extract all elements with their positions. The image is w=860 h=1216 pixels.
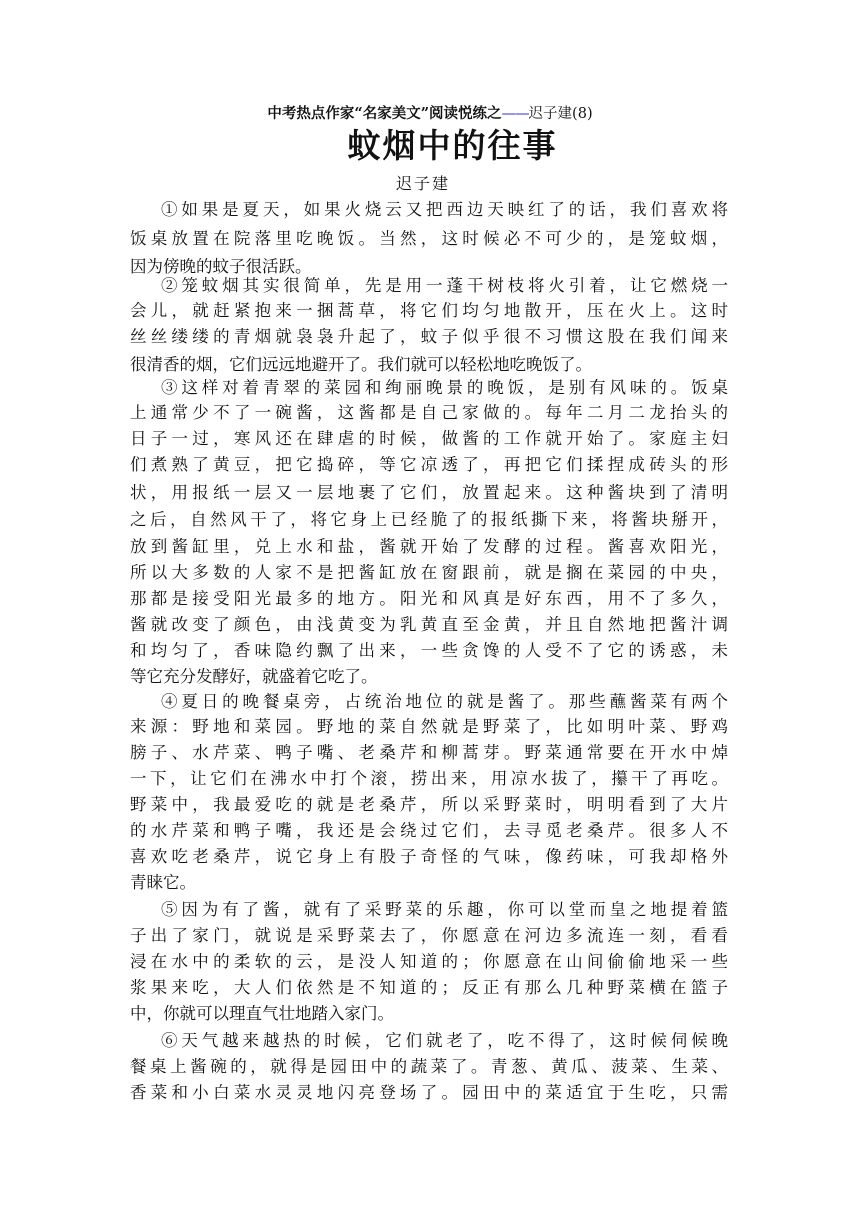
body-line: ①如果是夏天，如果火烧云又把西边天映红了的话，我们喜欢将 [161, 200, 728, 219]
body-line: 的水芹菜和鸭子嘴，我还是会绕过它们，去寻觅老桑芹。很多人不 [130, 821, 728, 840]
body-line: 放到酱缸里，兑上水和盐，酱就开始了发酵的过程。酱喜欢阳光， [130, 537, 728, 556]
body-line: 等它充分发酵好，就盛着它吃了。 [130, 667, 378, 686]
body-line: ⑥天气越来越热的时候，它们就老了，吃不得了，这时候伺候晚 [161, 1031, 728, 1050]
body-line: 很清香的烟，它们远远地避开了。我们就可以轻松地吃晚饭了。 [130, 355, 592, 374]
body-line: 浆果来吃，大人们依然是不知道的；反正有那么几种野菜横在篮子 [130, 978, 728, 997]
body-line: 中，你就可以理直气壮地踏入家门。 [130, 1004, 394, 1023]
body-line: 浸在水中的柔软的云，是没人知道的；你愿意在山间偷偷地采一些 [130, 952, 728, 971]
body-line: 之后，自然风干了，将它身上已经脆了的报纸撕下来，将酱块掰开， [130, 510, 728, 529]
body-line: 会儿，就赶紧抱来一捆蒿草，将它们均匀地散开，压在火上。这时 [130, 301, 728, 320]
body-line: 因为傍晚的蚊子很活跃。 [130, 257, 312, 276]
body-line: 那都是接受阳光最多的地方。阳光和风真是好东西，用不了多久， [130, 589, 728, 608]
body-line: 饭桌放置在院落里吃晚饭。当然，这时候必不可少的，是笼蚊烟， [130, 229, 728, 248]
body-line: 状，用报纸一层又一层地裹了它们，放置起来。这种酱块到了清明 [130, 483, 728, 502]
body-line: 野菜中，我最爱吃的就是老桑芹，所以采野菜时，明明看到了大片 [130, 795, 728, 814]
series-heading-author: 迟子建(8) [528, 106, 593, 122]
body-line: 日子一过，寒风还在肆虐的时候，做酱的工作就开始了。家庭主妇 [130, 429, 728, 448]
body-line: 们煮熟了黄豆，把它捣碎，等它凉透了，再把它们揉捏成砖头的形 [130, 455, 728, 474]
body-line: 一下，让它们在沸水中打个滚，捞出来，用凉水拔了，攥干了再吃。 [130, 769, 728, 788]
body-line: ②笼蚊烟其实很简单，先是用一蓬干树枝将火引着，让它燃烧一 [161, 276, 728, 295]
series-heading-bold: 中考热点作家“名家美文”阅读悦练之 [267, 105, 502, 122]
body-line: ⑤因为有了酱，就有了采野菜的乐趣，你可以堂而皇之地提着篮 [161, 900, 728, 919]
series-heading-dash: —— [501, 106, 529, 122]
body-line: ③这样对着青翠的菜园和绚丽晚景的晚饭，是别有风味的。饭桌 [161, 378, 728, 397]
body-line: 和均匀了，香味隐约飘了出来，一些贪馋的人受不了它的诱惑，未 [130, 641, 728, 660]
body-line: 香菜和小白菜水灵灵地闪亮登场了。园田中的菜适宜于生吃，只需 [130, 1083, 728, 1102]
body-line: 子出了家门，就说是采野菜去了，你愿意在河边多流连一刻，看看 [130, 926, 728, 945]
article-author: 迟子建 [395, 174, 450, 193]
body-line: 餐桌上酱碗的，就得是园田中的蔬菜了。青葱、黄瓜、菠菜、生菜、 [130, 1057, 728, 1076]
body-line: 所以大多数的人家不是把酱缸放在窗跟前，就是搁在菜园的中央， [130, 563, 728, 582]
body-line: 丝丝缕缕的青烟就袅袅升起了，蚊子似乎很不习惯这股在我们闻来 [130, 327, 728, 346]
body-line: 来源：野地和菜园。野地的菜自然就是野菜了，比如明叶菜、野鸡 [130, 717, 728, 736]
body-line: 喜欢吃老桑芹，说它身上有股子奇怪的气味，像药味，可我却格外 [130, 847, 728, 866]
body-line: ④夏日的晚餐桌旁，占统治地位的就是酱了。那些蘸酱菜有两个 [161, 692, 728, 711]
body-line: 上通常少不了一碗酱，这酱都是自己家做的。每年二月二龙抬头的 [130, 403, 728, 422]
body-line: 青睐它。 [130, 873, 196, 892]
article-title: 蚊烟中的往事 [347, 126, 558, 165]
body-line: 酱就改变了颜色，由浅黄变为乳黄直至金黄，并且自然地把酱汁调 [130, 615, 728, 634]
body-line: 膀子、水芹菜、鸭子嘴、老桑芹和柳蒿芽。野菜通常要在开水中焯 [130, 743, 728, 762]
series-heading [0, 104, 860, 124]
